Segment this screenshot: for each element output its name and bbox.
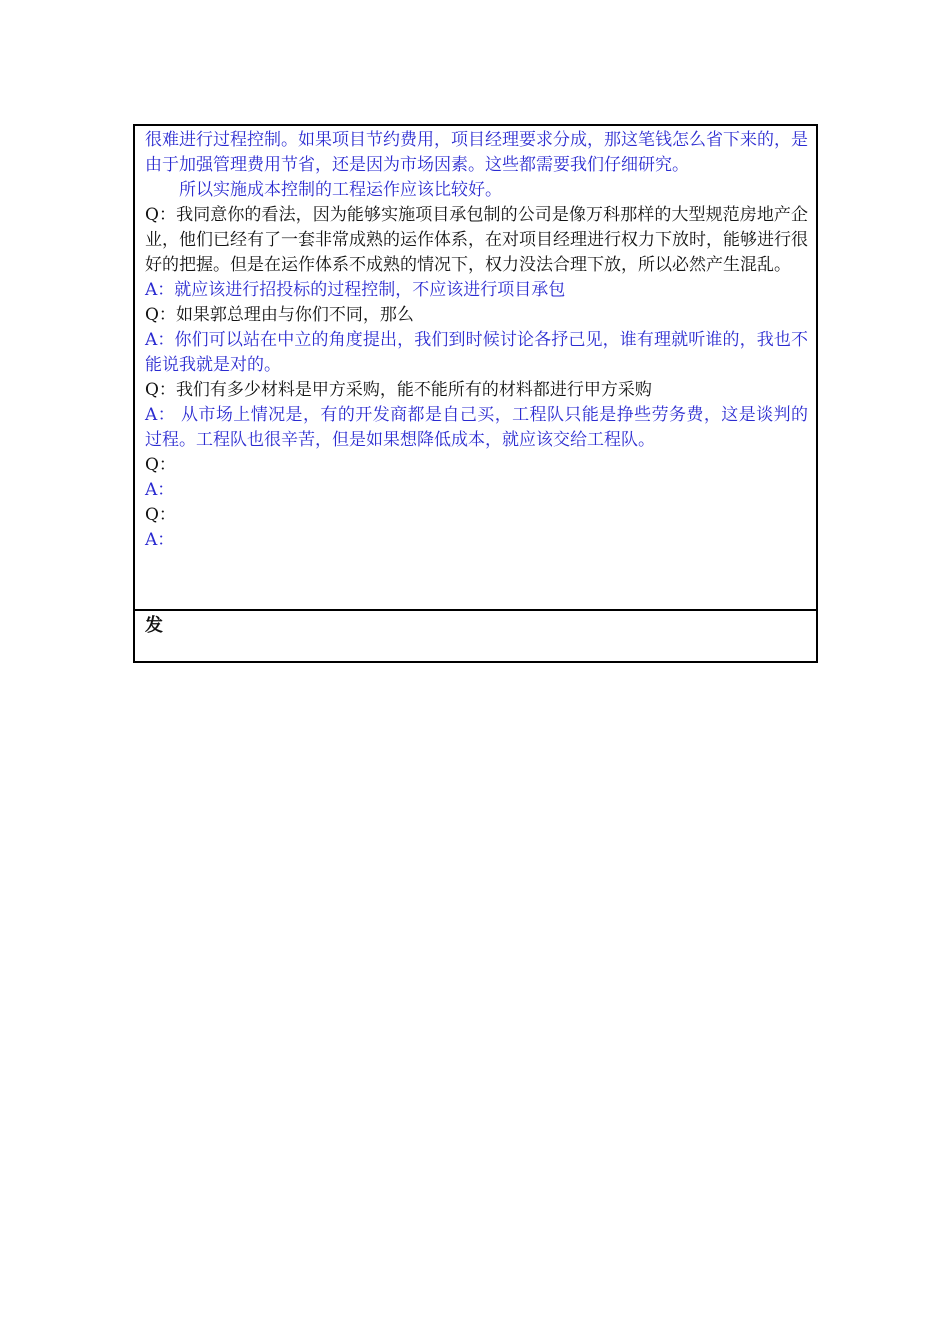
speaker-label: Q： <box>145 305 176 325</box>
answer-text: 从市场上情况是，有的开发商都是自己买，工程队只能是挣些劳务费，这是谈判的过程。工程队也很辛苦，但是如果想降低成本，就应该交给工程队。 <box>145 405 808 450</box>
paragraph-conclusion <box>145 178 808 203</box>
interview-table <box>133 124 818 663</box>
paragraph-text: 很难进行过程控制。如果项目节约费用，项目经理要求分成，那这笔钱怎么省下来的，是由于加强管理费用节省，还是因为市场因素。这些都需要我们仔细研究。 <box>145 130 808 175</box>
paragraph-continuation <box>145 128 808 178</box>
answer-1 <box>145 278 808 303</box>
speaker-label: Q： <box>145 380 176 400</box>
speaker-label: Q： <box>145 455 176 475</box>
speaker-label: Q： <box>145 205 177 225</box>
question-4 <box>145 453 808 478</box>
question-text: 我同意你的看法，因为能够实施项目承包制的公司是像万科那样的大型规范房地产企业，他们已经有了一套非常成熟的运作体系，在对项目经理进行权力下放时，能够进行很好的把握。但是在运作体系不成熟的情况下，权力没法合理下放，所以必然产生混乱。 <box>145 205 809 275</box>
speaker-label: Q： <box>145 505 176 525</box>
speaker-label: A： <box>145 280 175 300</box>
speaker-label: A： <box>145 330 175 350</box>
paragraph-text: 所以实施成本控制的工程运作应该比较好。 <box>179 180 502 200</box>
answer-3 <box>145 403 808 453</box>
question-2 <box>145 303 808 328</box>
answer-2 <box>145 328 808 378</box>
answer-text: 就应该进行招投标的过程控制，不应该进行项目承包 <box>174 280 566 300</box>
speaker-label: A： <box>145 405 176 425</box>
answer-4 <box>145 478 808 503</box>
speaker-label: A： <box>145 530 175 550</box>
question-3 <box>145 378 808 403</box>
footer-label: 发 <box>145 615 163 636</box>
content-cell <box>135 126 816 611</box>
question-text: 如果郭总理由与你们不同，那么 <box>175 305 414 325</box>
question-1 <box>145 203 808 278</box>
question-text: 我们有多少材料是甲方采购，能不能所有的材料都进行甲方采购 <box>175 380 652 400</box>
question-5 <box>145 503 808 528</box>
speaker-label: A： <box>145 480 175 500</box>
answer-5 <box>145 528 808 553</box>
answer-text: 你们可以站在中立的角度提出，我们到时候讨论各抒己见，谁有理就听谁的，我也不能说我就是对的。 <box>145 330 808 375</box>
footer-cell <box>135 611 816 661</box>
